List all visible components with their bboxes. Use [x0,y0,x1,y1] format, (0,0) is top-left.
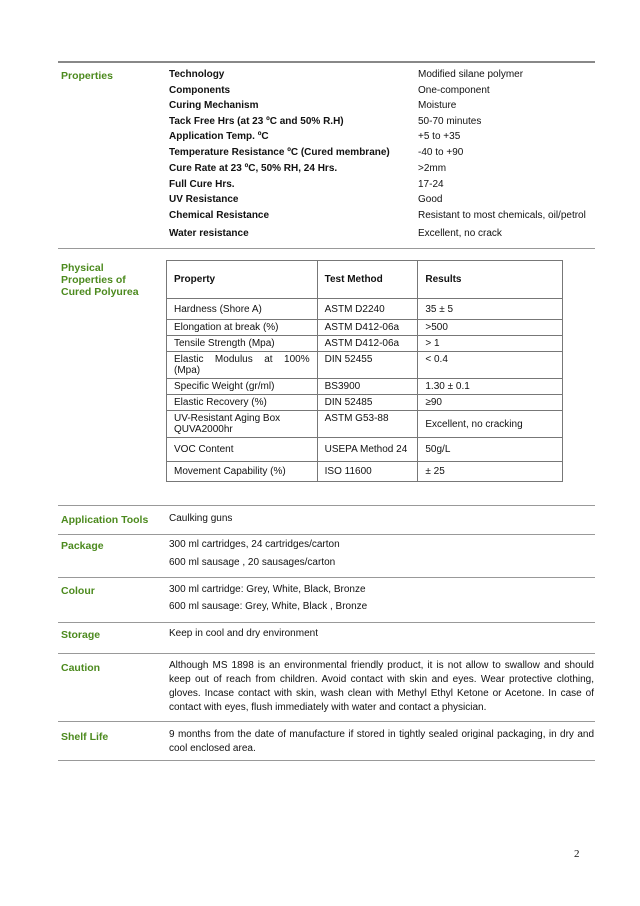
physical-label-line: Cured Polyurea [61,286,139,298]
table-row [167,336,563,352]
table-row [167,395,563,411]
physical-label-line: Properties of [61,274,126,286]
cell-result: 1.30 ± 0.1 [418,379,563,395]
cell-test-method: DIN 52455 [317,352,418,379]
prop-value: 17-24 [418,179,444,190]
prop-key: Water resistance [169,228,249,239]
application-tools-label: Application Tools [61,514,149,526]
cell-property: Movement Capability (%) [167,462,318,482]
table-row [167,352,563,379]
prop-key: Technology [169,69,225,80]
header-property: Property [167,261,318,299]
cell-test-method: ASTM D2240 [317,299,418,320]
physical-properties-table [166,260,563,482]
cell-result: > 1 [418,336,563,352]
prop-key: Temperature Resistance ºC (Cured membrane) [169,147,390,158]
header-test-method: Test Method [317,261,418,299]
cell-test-method: ASTM G53-88 [317,411,418,438]
package-line: 600 ml sausage , 20 sausages/carton [169,557,336,568]
cell-result: < 0.4 [418,352,563,379]
table-row [167,320,563,336]
package-label: Package [61,540,104,552]
prop-key: Application Temp. ºC [169,131,269,142]
shelf-life-label: Shelf Life [61,731,109,743]
prop-value: 50-70 minutes [418,116,482,127]
caution-section [58,654,595,720]
colour-section [58,578,595,621]
table-header-row [167,261,563,299]
caution-label: Caution [61,662,101,674]
physical-label-line: Physical [61,262,104,274]
cell-result: >500 [418,320,563,336]
cell-property: VOC Content [167,438,318,462]
physical-label [61,262,139,298]
table-row [167,462,563,482]
cell-property: Tensile Strength (Mpa) [167,336,318,352]
prop-key: UV Resistance [169,194,239,205]
cell-property: Specific Weight (gr/ml) [167,379,318,395]
package-section [58,535,595,578]
cell-property: Elastic Recovery (%) [167,395,318,411]
prop-value: Modified silane polymer [418,69,524,80]
cell-test-method: USEPA Method 24 [317,438,418,462]
table-row [167,411,563,438]
prop-value: Good [418,194,443,205]
storage-label: Storage [61,629,101,641]
cell-test-method: ISO 11600 [317,462,418,482]
prop-key: Components [169,85,231,96]
page-number: 2 [574,848,580,860]
prop-value: One-component [418,85,490,96]
cell-property: UV-Resistant Aging Box QUVA2000hr [167,411,318,438]
cell-test-method: DIN 52485 [317,395,418,411]
application-tools-text: Caulking guns [169,513,233,524]
prop-value: -40 to +90 [418,147,464,158]
prop-value: +5 to +35 [418,131,461,142]
cell-property: Elastic Modulus at 100% (Mpa) [167,352,318,379]
application-tools-section [58,506,595,536]
prop-key: Tack Free Hrs (at 23 ºC and 50% R.H) [169,116,344,127]
shelf-life-text: 9 months from the date of manufacture if stored in tightly sealed original packaging, in dry and cool enclosed area. [169,729,594,754]
section-divider [58,248,595,249]
table-row [167,379,563,395]
cell-test-method: BS3900 [317,379,418,395]
prop-value: Excellent, no crack [418,228,502,239]
cell-property: Elongation at break (%) [167,320,318,336]
cell-property: Hardness (Shore A) [167,299,318,320]
colour-line: 300 ml cartridge: Grey, White, Black, Bronze [169,584,366,595]
cell-result: 35 ± 5 [418,299,563,320]
cell-result: 50g/L [418,438,563,462]
prop-value: Moisture [418,100,457,111]
bottom-rule [58,760,595,761]
storage-section [58,623,595,653]
cell-result: ≥90 [418,395,563,411]
table-row [167,438,563,462]
prop-key: Chemical Resistance [169,210,270,221]
cell-result: Excellent, no cracking [418,411,563,438]
prop-value: Resistant to most chemicals, oil/petrol [418,210,586,221]
storage-text: Keep in cool and dry environment [169,628,318,639]
cell-result: ± 25 [418,462,563,482]
physical-properties-section [58,257,595,502]
header-results: Results [418,261,563,299]
colour-line: 600 ml sausage: Grey, White, Black , Bronze [169,601,368,612]
package-line: 300 ml cartridges, 24 cartridges/carton [169,539,340,550]
caution-text: Although MS 1898 is an environmental friendly product, it is not allow to swallow and should keep out of reach from children. Avoid contact with skin and eyes. Wear protective clothing, gloves. Incase contact with skin, wash clean with Methyl Ethyl Ketone or Acetone. In case of contact with eyes, flush immediately with water and contact a physician. [169,660,594,713]
prop-value: >2mm [418,163,447,174]
shelf-life-section [58,722,595,760]
prop-key: Cure Rate at 23 ºC, 50% RH, 24 Hrs. [169,163,338,174]
cell-test-method: ASTM D412-06a [317,336,418,352]
properties-label: Properties [61,70,113,82]
colour-label: Colour [61,585,95,597]
prop-key: Curing Mechanism [169,100,259,111]
table-row [167,299,563,320]
prop-key: Full Cure Hrs. [169,179,235,190]
cell-test-method: ASTM D412-06a [317,320,418,336]
properties-section [58,62,595,248]
